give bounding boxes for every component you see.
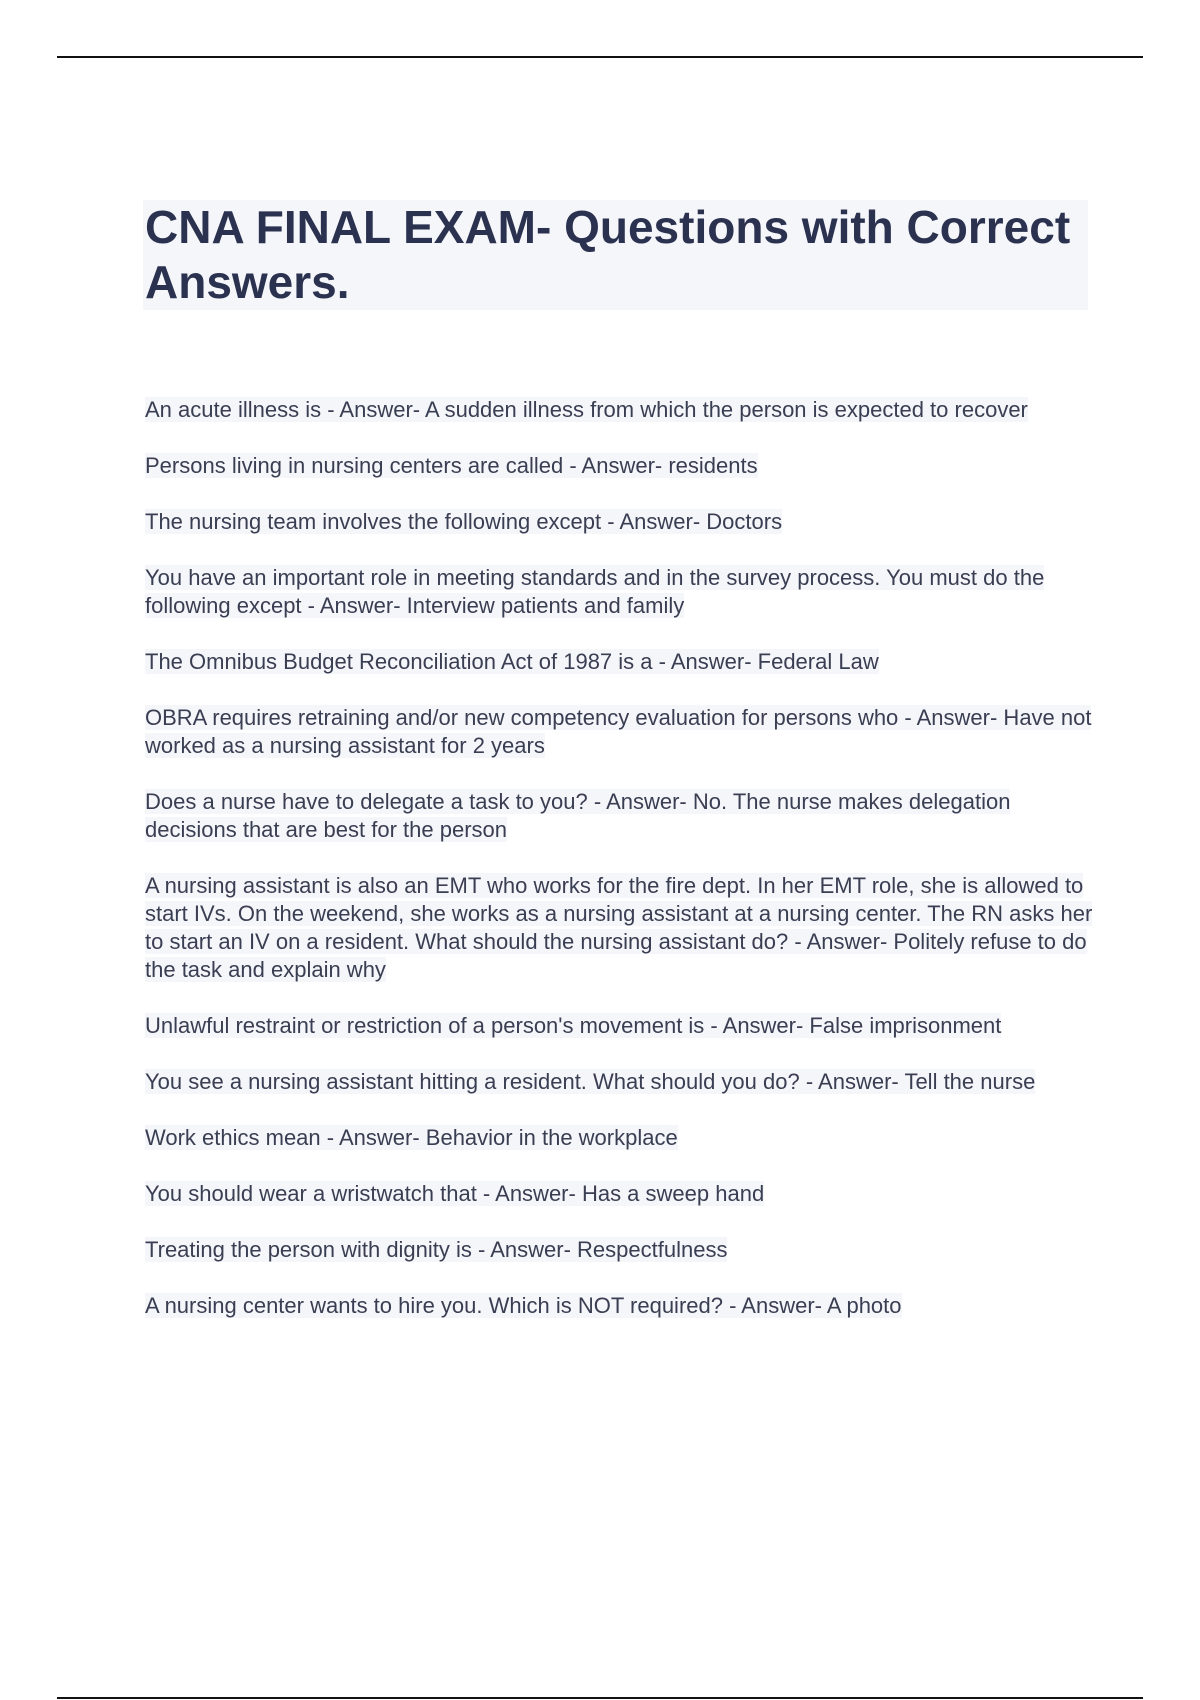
qa-item: [145, 508, 1090, 536]
qa-item: [145, 1180, 1090, 1208]
qa-item: [145, 1292, 1090, 1320]
qa-text: Unlawful restraint or restriction of a person's movement is - Answer- False imprisonment: [145, 1013, 1002, 1038]
qa-text: Work ethics mean - Answer- Behavior in the workplace: [145, 1125, 678, 1150]
page-title: CNA FINAL EXAM- Questions with Correct Answers.: [145, 201, 1071, 308]
qa-text: You have an important role in meeting standards and in the survey process. You must do the following except - Answer- Interview patients and family: [145, 565, 1045, 618]
document-body: [145, 200, 1093, 1348]
qa-text: You should wear a wristwatch that - Answer- Has a sweep hand: [145, 1181, 765, 1206]
qa-item: [145, 788, 1090, 844]
qa-text: You see a nursing assistant hitting a resident. What should you do? - Answer- Tell the nurse: [145, 1069, 1036, 1094]
qa-text: A nursing assistant is also an EMT who works for the fire dept. In her EMT role, she is allowed to start IVs. On the weekend, she works as a nursing assistant at a nursing center. The RN asks her to start an IV on a resident. What should the nursing assistant do? - Answer- Politely refuse to do the task and explain why: [145, 873, 1093, 982]
qa-item: [145, 872, 1095, 984]
qa-item: [145, 1124, 1090, 1152]
qa-text: Does a nurse have to delegate a task to you? - Answer- No. The nurse makes delegation decisions that are best for the person: [145, 789, 1011, 842]
qa-text: Persons living in nursing centers are called - Answer- residents: [145, 453, 758, 478]
qa-item: [145, 396, 1090, 424]
title-block: [143, 200, 1088, 310]
qa-text: A nursing center wants to hire you. Which is NOT required? - Answer- A photo: [145, 1293, 902, 1318]
qa-text: An acute illness is - Answer- A sudden illness from which the person is expected to recover: [145, 397, 1028, 422]
qa-text: The Omnibus Budget Reconciliation Act of 1987 is a - Answer- Federal Law: [145, 649, 879, 674]
qa-item: [145, 452, 1090, 480]
qa-item: [145, 648, 1090, 676]
qa-text: The nursing team involves the following except - Answer- Doctors: [145, 509, 783, 534]
qa-text: Treating the person with dignity is - Answer- Respectfulness: [145, 1237, 728, 1262]
qa-item: [145, 1012, 1095, 1040]
qa-item: [145, 1068, 1090, 1096]
qa-text: OBRA requires retraining and/or new competency evaluation for persons who - Answer- Have not worked as a nursing assistant for 2 years: [145, 705, 1092, 758]
qa-item: [145, 704, 1095, 760]
qa-item: [145, 1236, 1090, 1264]
qa-item: [145, 564, 1090, 620]
top-rule: [57, 56, 1143, 58]
bottom-rule: [57, 1697, 1143, 1699]
qa-list: [145, 396, 1093, 1320]
